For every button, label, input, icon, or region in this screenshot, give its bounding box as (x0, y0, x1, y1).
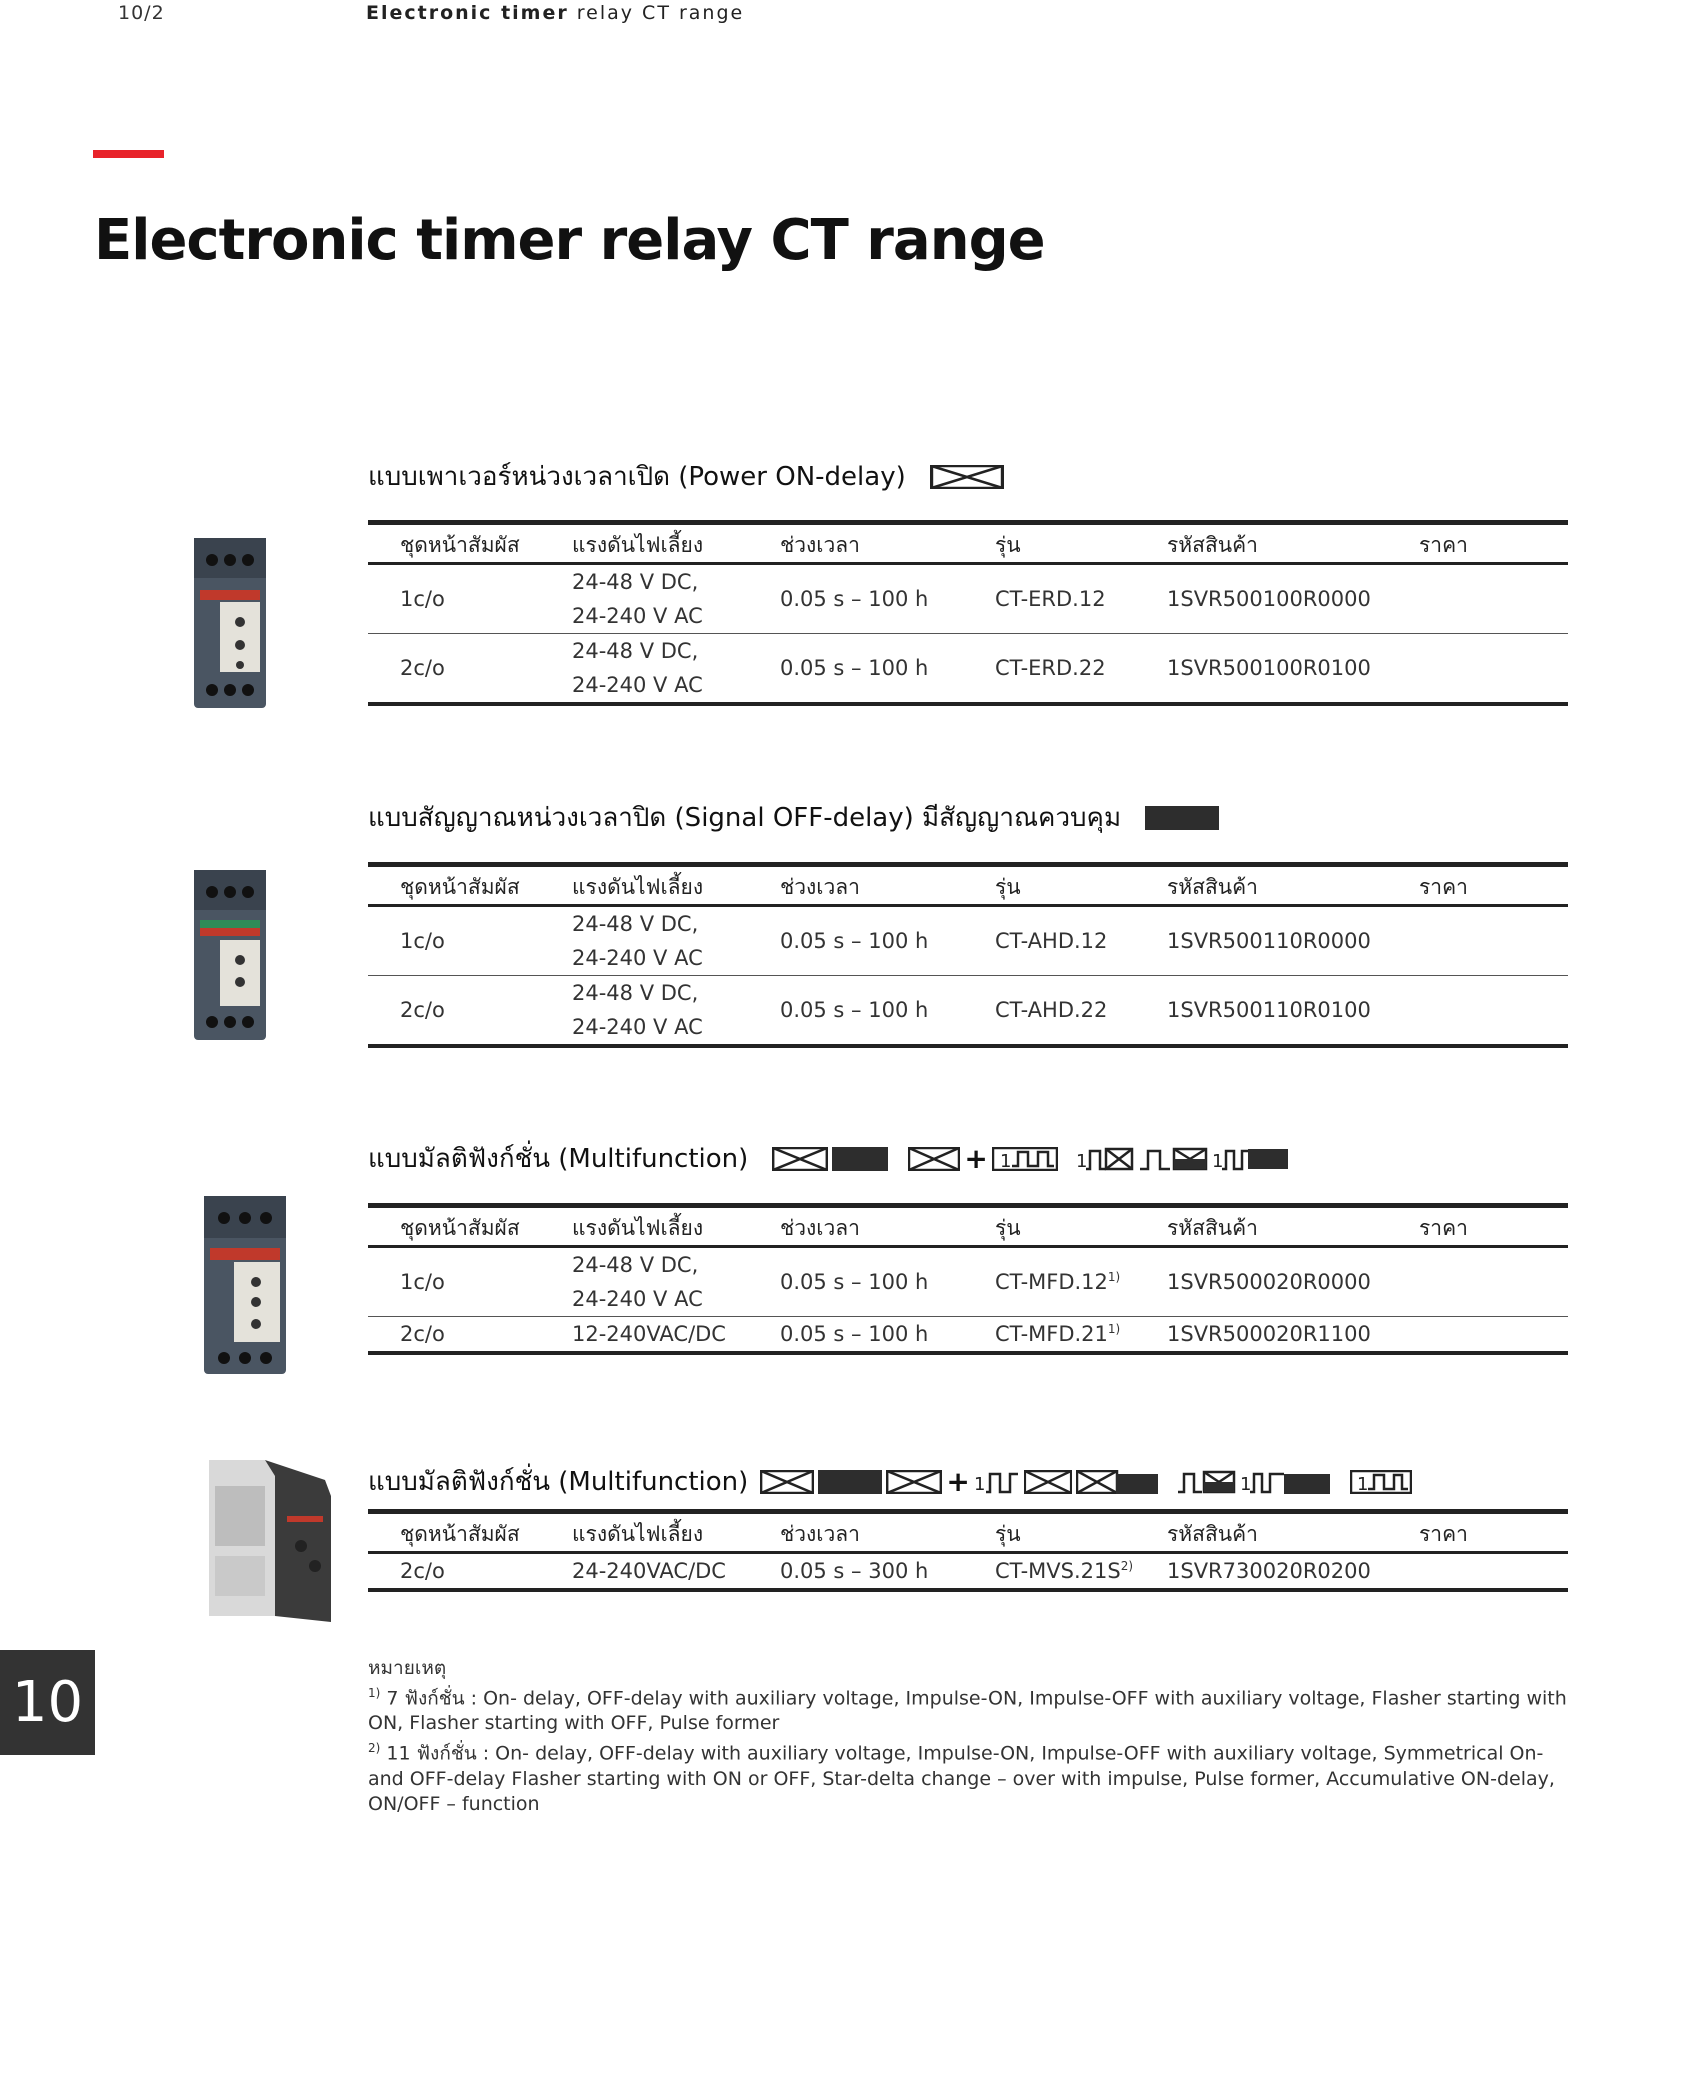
voltage-line-1: 24-48 V DC, (572, 912, 699, 936)
cell-time-range: 0.05 s – 100 h (780, 1322, 929, 1346)
svg-text:1: 1 (1356, 1473, 1369, 1494)
table-row (368, 1247, 1568, 1317)
model-text: CT-ERD.22 (995, 656, 1106, 680)
star-delta-icon (1076, 1470, 1158, 1494)
voltage-line-2: 24-240 V AC (572, 673, 703, 697)
section-title (368, 456, 1004, 497)
cell-price (1419, 906, 1568, 976)
header-contacts: ชุดหน้าสัมผัส (400, 533, 520, 557)
section-title-text: แบบสัญญาณหน่วงเวลาปิด (Signal OFF-delay) มีสัญญาณควบคุม (368, 803, 1122, 833)
cell-time-range: 0.05 s – 300 h (780, 1559, 929, 1583)
cell-price (1419, 1553, 1568, 1591)
header-price: ราคา (1419, 1216, 1468, 1240)
voltage-line-2: 24-240 V AC (572, 1287, 703, 1311)
svg-text:1: 1 (1239, 1473, 1252, 1494)
cell-code: 1SVR730020R0200 (1167, 1559, 1371, 1583)
on-delay-symbol-icon (760, 1470, 814, 1494)
table-row (368, 634, 1568, 705)
cell-contacts: 2c/o (400, 998, 445, 1022)
cell-price (1419, 1317, 1568, 1354)
cell-contacts: 2c/o (400, 1322, 445, 1346)
cell-code: 1SVR500020R0000 (1167, 1270, 1371, 1294)
running-header-rest: relay CT range (568, 2, 745, 24)
cell-contacts: 1c/o (400, 929, 445, 953)
accent-bar (93, 150, 164, 158)
on-delay-symbol-icon (908, 1147, 960, 1171)
header-price: ราคา (1419, 875, 1468, 899)
footnote-2-text: 11 ฟังก์ชั่น : On- delay, OFF-delay with auxiliary voltage, Impulse-ON, Impulse-OFF with auxiliary voltage, Symmetrical On- and OFF-delay Flasher starting with ON or OFF, Star-delta change – over with impulse, Pulse former, Accumulative ON-delay, ON/OFF – function (368, 1742, 1555, 1815)
off-delay-symbol-icon (818, 1470, 882, 1494)
impulse-on-icon (974, 1470, 1020, 1494)
plus-sign: + (946, 1465, 970, 1498)
cell-code: 1SVR500110R0000 (1167, 929, 1371, 953)
footnote-1-text: 7 ฟังก์ชั่น : On- delay, OFF-delay with auxiliary voltage, Impulse-ON, Impulse-OFF with auxiliary voltage, Flasher starting with ON, Flasher starting with OFF, Pulse former (368, 1687, 1567, 1735)
pulse-boxed-icon (1350, 1470, 1412, 1494)
accumulative-icon (1240, 1470, 1332, 1494)
product-table (368, 1509, 1568, 1592)
function-symbols (1145, 806, 1219, 830)
footnote-1-marker: 1) (368, 1686, 381, 1700)
impulse-on-icon (1076, 1147, 1134, 1171)
header-time-range: ช่วงเวลา (780, 533, 860, 557)
impulse-off-icon (1138, 1147, 1208, 1171)
header-code: รหัสสินค้า (1167, 875, 1258, 899)
cell-voltage (572, 634, 780, 705)
product-table (368, 862, 1568, 1048)
table-header-row (368, 1512, 1568, 1553)
header-time-range: ช่วงเวลา (780, 875, 860, 899)
voltage-line-1: 24-48 V DC, (572, 570, 699, 594)
svg-text:1: 1 (999, 1150, 1012, 1171)
cell-contacts: 1c/o (400, 1270, 445, 1294)
cell-time-range: 0.05 s – 100 h (780, 998, 929, 1022)
header-price: ราคา (1419, 1522, 1468, 1546)
cell-code: 1SVR500020R1100 (1167, 1322, 1371, 1346)
header-price: ราคา (1419, 533, 1468, 557)
cell-time-range: 0.05 s – 100 h (780, 1270, 929, 1294)
voltage-line-2: 24-240 V AC (572, 1015, 703, 1039)
cell-price (1419, 564, 1568, 634)
cell-model (995, 564, 1167, 634)
cell-time-range: 0.05 s – 100 h (780, 656, 929, 680)
header-code: รหัสสินค้า (1167, 1216, 1258, 1240)
model-footnote: 1) (1107, 1322, 1121, 1336)
voltage-line-2: 24-240 V AC (572, 604, 703, 628)
header-contacts: ชุดหน้าสัมผัส (400, 875, 520, 899)
off-delay-symbol-icon (1145, 806, 1219, 830)
model-text: CT-MFD.12 (995, 1270, 1108, 1294)
product-table (368, 1203, 1568, 1355)
pulse-former-icon (1176, 1470, 1236, 1494)
header-contacts: ชุดหน้าสัมผัส (400, 1522, 520, 1546)
header-model: รุ่น (995, 1216, 1021, 1240)
model-text: CT-AHD.12 (995, 929, 1108, 953)
voltage-line-1: 24-48 V DC, (572, 981, 699, 1005)
section-title (368, 1138, 1290, 1179)
header-model: รุ่น (995, 533, 1021, 557)
header-voltage: แรงดันไฟเลี้ยง (572, 875, 704, 899)
svg-text:1: 1 (973, 1473, 986, 1494)
function-symbols (930, 465, 1004, 489)
table-row (368, 906, 1568, 976)
cell-voltage (572, 564, 780, 634)
cell-model (995, 1247, 1167, 1317)
cell-model (995, 634, 1167, 705)
voltage-line-1: 24-48 V DC, (572, 1253, 699, 1277)
cell-code: 1SVR500100R0100 (1167, 656, 1371, 680)
svg-text:1: 1 (1211, 1150, 1224, 1171)
svg-text:1: 1 (1075, 1150, 1088, 1171)
footnote-1 (368, 1681, 1573, 1736)
cell-contacts: 2c/o (400, 656, 445, 680)
header-model: รุ่น (995, 875, 1021, 899)
model-text: CT-MFD.21 (995, 1322, 1108, 1346)
product-table (368, 520, 1568, 706)
cell-voltage: 12-240VAC/DC (572, 1322, 726, 1346)
pulse-boxed-icon (992, 1147, 1058, 1171)
model-footnote: 2) (1120, 1559, 1134, 1573)
model-footnote: 1) (1107, 1270, 1121, 1284)
cell-model (995, 976, 1167, 1047)
model-text: CT-ERD.12 (995, 587, 1106, 611)
notes-heading: หมายเหตุ (368, 1657, 447, 1679)
cell-voltage: 24-240VAC/DC (572, 1559, 726, 1583)
table-row (368, 564, 1568, 634)
on-delay-symbol-icon (930, 465, 1004, 489)
cell-price (1419, 634, 1568, 705)
cell-contacts: 1c/o (400, 587, 445, 611)
cell-code: 1SVR500100R0000 (1167, 587, 1371, 611)
off-delay-symbol-icon (832, 1147, 888, 1171)
model-text: CT-AHD.22 (995, 998, 1108, 1022)
cell-model (995, 1317, 1167, 1354)
relay-product-image (205, 1456, 335, 1626)
relay-product-image (182, 530, 277, 712)
header-time-range: ช่วงเวลา (780, 1216, 860, 1240)
header-voltage: แรงดันไฟเลี้ยง (572, 533, 704, 557)
on-delay-symbol-icon (886, 1470, 942, 1494)
cell-time-range: 0.05 s – 100 h (780, 587, 929, 611)
cell-code: 1SVR500110R0100 (1167, 998, 1371, 1022)
section-title-text: แบบเพาเวอร์หน่วงเวลาเปิด (Power ON-delay) (368, 462, 906, 492)
cell-voltage (572, 1247, 780, 1317)
table-row (368, 1553, 1568, 1591)
page-title: Electronic timer relay CT range (94, 208, 1045, 273)
running-header (366, 2, 744, 24)
relay-product-image (190, 1190, 300, 1380)
footnote-2 (368, 1736, 1573, 1816)
plus-sign: + (964, 1142, 988, 1175)
function-symbols (772, 1142, 1289, 1175)
header-voltage: แรงดันไฟเลี้ยง (572, 1522, 704, 1546)
flasher-icon (1212, 1147, 1290, 1171)
table-row (368, 1317, 1568, 1354)
cell-price (1419, 976, 1568, 1047)
footnotes (368, 1656, 1573, 1817)
table-header-row (368, 865, 1568, 906)
cell-model (995, 906, 1167, 976)
cell-voltage (572, 976, 780, 1047)
on-delay-symbol-icon (772, 1147, 828, 1171)
section-title-text: แบบมัลติฟังก์ชั่น (Multifunction) (368, 1467, 749, 1497)
voltage-line-1: 24-48 V DC, (572, 639, 699, 663)
footnote-2-marker: 2) (368, 1741, 381, 1756)
table-header-row (368, 1206, 1568, 1247)
header-code: รหัสสินค้า (1167, 1522, 1258, 1546)
table-header-row (368, 523, 1568, 564)
header-code: รหัสสินค้า (1167, 533, 1258, 557)
model-text: CT-MVS.21S (995, 1559, 1121, 1583)
header-voltage: แรงดันไฟเลี้ยง (572, 1216, 704, 1240)
relay-product-image (182, 862, 277, 1044)
cell-voltage (572, 906, 780, 976)
function-symbols (760, 1465, 1411, 1498)
table-row (368, 976, 1568, 1047)
header-model: รุ่น (995, 1522, 1021, 1546)
section-title (368, 797, 1219, 838)
section-title-text: แบบมัลติฟังก์ชั่น (Multifunction) (368, 1144, 749, 1174)
voltage-line-2: 24-240 V AC (572, 946, 703, 970)
symmetric-delay-icon (1024, 1470, 1072, 1494)
section-title (368, 1461, 1412, 1502)
running-header-bold: Electronic timer (366, 2, 569, 24)
cell-price (1419, 1247, 1568, 1317)
header-contacts: ชุดหน้าสัมผัส (400, 1216, 520, 1240)
cell-model (995, 1553, 1167, 1591)
header-time-range: ช่วงเวลา (780, 1522, 860, 1546)
chapter-tab: 10 (0, 1650, 95, 1755)
cell-time-range: 0.05 s – 100 h (780, 929, 929, 953)
cell-contacts: 2c/o (400, 1559, 445, 1583)
page-number: 10/2 (118, 2, 165, 24)
